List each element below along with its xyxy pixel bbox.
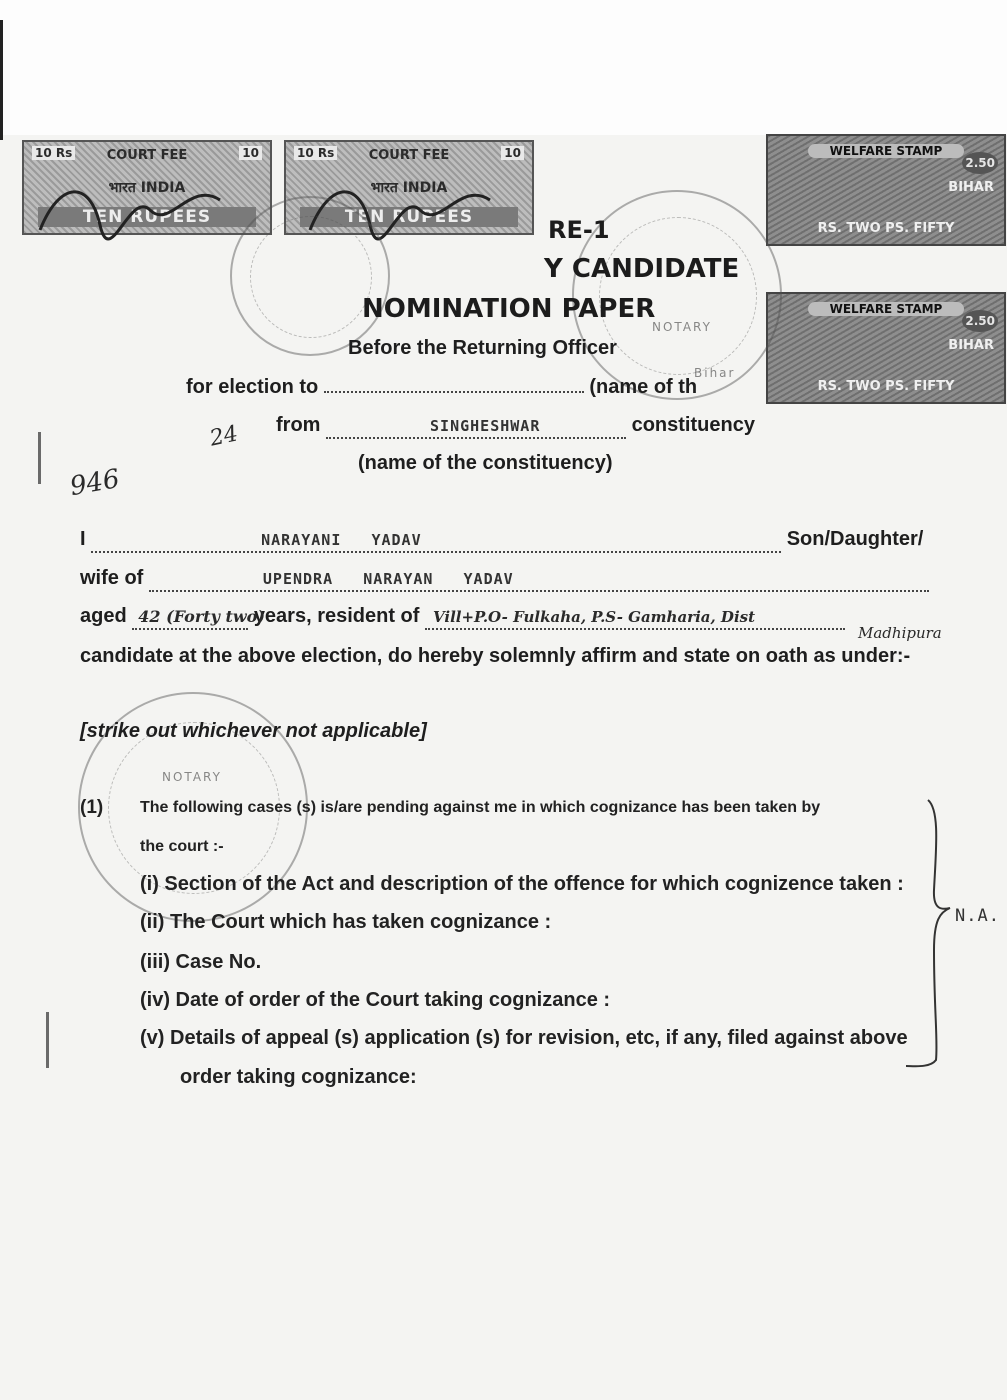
stamp-value-right: 10 <box>501 146 524 160</box>
page-title: NOMINATION PAPER <box>362 294 656 324</box>
i-label: I <box>80 528 86 550</box>
list-item: (v) Details of appeal (s) application (s) for revision, etc, if any, filed against above <box>140 1027 908 1049</box>
list-item: (iv) Date of order of the Court taking cognizance : <box>140 989 611 1011</box>
stamp-value-right: 10 <box>239 146 262 160</box>
stamp-header: COURT FEE <box>368 148 450 163</box>
constituency-line <box>276 414 755 439</box>
candidate-name: NARAYANI YADAV <box>261 531 422 549</box>
form-heading-partial: Y CANDIDATE <box>544 254 740 284</box>
margin-mark <box>38 432 41 484</box>
notary-seal <box>230 196 390 356</box>
district: Madhipura <box>858 624 942 642</box>
margin-mark <box>46 1012 49 1068</box>
stamp-footer: TEN RUPEES <box>300 207 518 227</box>
wife-of-line <box>80 567 929 592</box>
welfare-stamp-footer: RS. TWO PS. FIFTY <box>817 221 955 236</box>
na-response: N.A. <box>955 906 1000 926</box>
section-text-cont: the court :- <box>140 838 224 855</box>
stamp-country: भारत INDIA <box>370 180 448 196</box>
stamp-value-left: 10 Rs <box>294 146 337 160</box>
name-blank <box>91 528 781 553</box>
stamp-country: भारत INDIA <box>108 180 186 196</box>
section-text: The following cases (s) is/are pending against me in which cognizance has been taken by <box>140 799 821 816</box>
list-item: (i) Section of the Act and description of the offence for which cognizence taken : <box>140 873 904 895</box>
from-label: from <box>276 414 321 436</box>
scan-edge <box>0 20 3 140</box>
section-number: (1) <box>80 797 104 818</box>
stamp-header: COURT FEE <box>106 148 188 163</box>
age-value: 42 (Forty two) <box>138 607 265 626</box>
for-election-label: for election to <box>186 376 319 398</box>
i-line <box>80 528 923 553</box>
welfare-stamp <box>766 292 1006 404</box>
seal-place: Bihar <box>694 366 736 380</box>
welfare-stamp-state: BIHAR <box>948 338 994 353</box>
welfare-stamp-state: BIHAR <box>948 180 994 195</box>
age-blank <box>132 605 265 630</box>
list-item: (iii) Case No. <box>140 951 262 973</box>
welfare-stamp-header: WELFARE STAMP <box>808 302 964 316</box>
address: Vill+P.O- Fulkaha, P.S- Gamharia, Dist <box>433 608 756 626</box>
seal-text: NOTARY <box>162 770 222 784</box>
constituency-blank <box>326 414 626 439</box>
aged-label: aged <box>80 605 127 627</box>
welfare-stamp-value: 2.50 <box>962 152 998 174</box>
for-election-line <box>186 376 697 399</box>
brace-mark <box>900 790 960 1080</box>
stamp-value-left: 10 Rs <box>32 146 75 160</box>
margin-note: 946 <box>67 463 122 503</box>
list-item-cont: order taking cognizance: <box>180 1066 417 1088</box>
list-item: (ii) The Court which has taken cognizance : <box>140 911 552 933</box>
welfare-stamp-header: WELFARE STAMP <box>808 144 964 158</box>
page-subtitle: Before the Returning Officer <box>348 337 617 359</box>
address-blank <box>425 605 845 630</box>
name-of-label: (name of th <box>589 376 698 398</box>
years-resident-label: years, resident of <box>253 605 420 627</box>
seal-text: NOTARY <box>652 320 712 334</box>
election-blank <box>324 391 584 393</box>
constituency-value: SINGHESHWAR <box>430 417 541 435</box>
constituency-note: (name of the constituency) <box>358 452 613 474</box>
welfare-stamp <box>766 134 1006 246</box>
stamp-footer: TEN RUPEES <box>38 207 256 227</box>
parent-name: UPENDRA NARAYAN YADAV <box>262 570 514 588</box>
aged-line <box>80 605 845 630</box>
scan-blank-top <box>0 0 1007 135</box>
form-number-partial: RE-1 <box>548 216 610 244</box>
parent-blank <box>149 567 929 592</box>
welfare-stamp-value: 2.50 <box>962 310 998 332</box>
strike-note: [strike out whichever not applicable] <box>80 720 427 742</box>
wife-of-label: wife of <box>80 567 144 589</box>
affirm-text: candidate at the above election, do hereby solemnly affirm and state on oath as under:- <box>80 645 911 667</box>
constituency-label: constituency <box>631 414 755 436</box>
margin-note: 24 <box>207 421 241 452</box>
son-daughter-label: Son/Daughter/ <box>786 528 924 550</box>
welfare-stamp-footer: RS. TWO PS. FIFTY <box>817 379 955 394</box>
